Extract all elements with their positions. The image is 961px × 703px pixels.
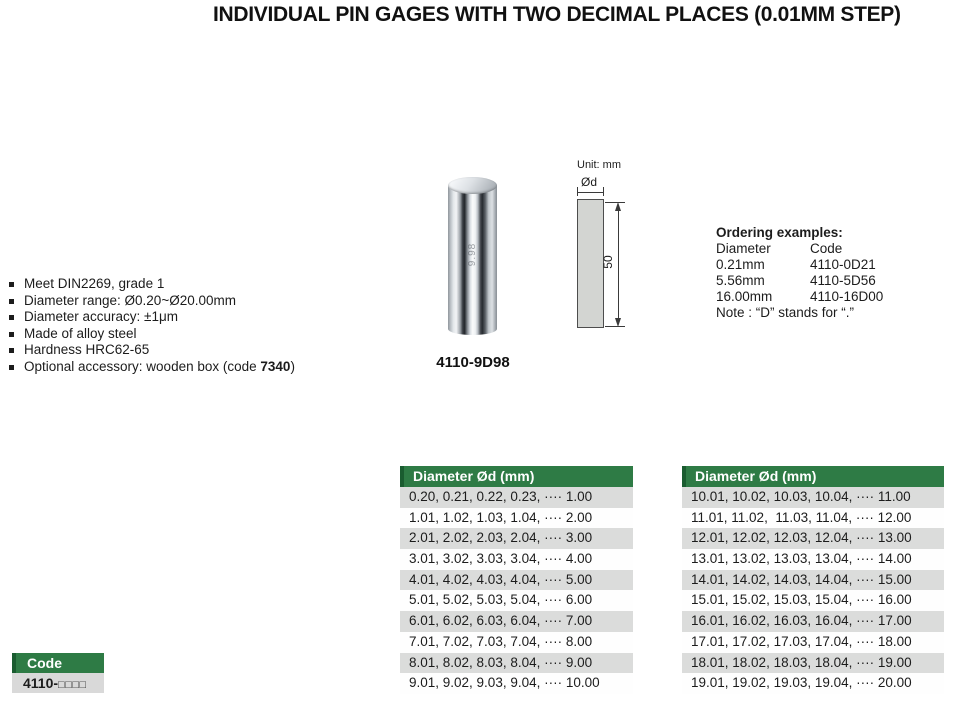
ordering-row xyxy=(716,257,883,273)
length-dim-label: 50 xyxy=(601,255,615,269)
square-bullet-icon xyxy=(9,315,14,320)
ordering-diameter: 0.21mm xyxy=(716,257,765,272)
diameter-table-2 xyxy=(682,466,944,694)
table-row: 3.01, 3.02, 3.03, 3.04, ···· 4.00 xyxy=(400,549,633,570)
square-bullet-icon xyxy=(9,348,14,353)
ordering-row xyxy=(716,273,883,289)
square-bullet-icon xyxy=(9,332,14,337)
pin-gage-photo xyxy=(448,177,497,335)
ordering-column-headers xyxy=(716,241,883,257)
table-row: 6.01, 6.02, 6.03, 6.04, ···· 7.00 xyxy=(400,611,633,632)
square-bullet-icon xyxy=(9,365,14,370)
feature-item xyxy=(9,359,295,376)
page-title: INDIVIDUAL PIN GAGES WITH TWO DECIMAL PLACES (0.01MM STEP) xyxy=(213,3,901,26)
feature-text: Hardness HRC62-65 xyxy=(24,342,150,358)
ordering-code: 4110-5D56 xyxy=(810,273,876,288)
table-row: 11.01, 11.02, 11.03, 11.04, ···· 12.00 xyxy=(682,508,944,529)
code-prefix: 4110- xyxy=(23,675,59,691)
feature-item xyxy=(9,276,295,293)
dim-tick-right xyxy=(603,187,604,196)
table-row: 1.01, 1.02, 1.03, 1.04, ···· 2.00 xyxy=(400,508,633,529)
ordering-code: 4110-0D21 xyxy=(810,257,876,272)
dimension-arrow-down-icon xyxy=(615,318,621,327)
table-row: 4.01, 4.02, 4.03, 4.04, ···· 5.00 xyxy=(400,570,633,591)
table-header: Diameter Ød (mm) xyxy=(682,466,944,487)
square-bullet-icon xyxy=(9,299,14,304)
length-dim-line xyxy=(618,206,619,323)
diameter-dim-label: Ød xyxy=(581,175,598,189)
feature-list xyxy=(9,276,295,376)
code-header: Code xyxy=(12,653,104,673)
code-placeholder-squares: □□□□ xyxy=(58,679,87,691)
feature-text: Diameter range: Ø0.20~Ø20.00mm xyxy=(24,292,236,308)
table-row: 18.01, 18.02, 18.03, 18.04, ···· 19.00 xyxy=(682,653,944,674)
table-row: 12.01, 12.02, 12.03, 12.04, ···· 13.00 xyxy=(682,528,944,549)
square-bullet-icon xyxy=(9,282,14,287)
table-row: 0.20, 0.21, 0.22, 0.23, ···· 1.00 xyxy=(400,487,633,508)
ordering-heading: Ordering examples: xyxy=(716,225,843,240)
table-row: 2.01, 2.02, 2.03, 2.04, ···· 3.00 xyxy=(400,528,633,549)
ordering-note: Note : “D” stands for “.” xyxy=(716,305,855,320)
table-header: Diameter Ød (mm) xyxy=(400,466,633,487)
table-row: 13.01, 13.02, 13.03, 13.04, ···· 14.00 xyxy=(682,549,944,570)
feature-text: Diameter accuracy: ±1μm xyxy=(24,309,178,325)
pin-top-face xyxy=(448,177,497,194)
ordering-diameter: 5.56mm xyxy=(716,273,765,288)
table-row: 14.01, 14.02, 14.03, 14.04, ···· 15.00 xyxy=(682,570,944,591)
feature-text: ) xyxy=(290,358,295,374)
diameter-table-1 xyxy=(400,466,633,694)
table-row: 5.01, 5.02, 5.03, 5.04, ···· 6.00 xyxy=(400,590,633,611)
dimension-arrow-up-icon xyxy=(615,202,621,211)
pin-size-marking: 9.98 xyxy=(467,242,478,267)
table-row: 16.01, 16.02, 16.03, 16.04, ···· 17.00 xyxy=(682,611,944,632)
feature-item xyxy=(9,293,295,310)
table-row: 19.01, 19.02, 19.03, 19.04, ···· 20.00 xyxy=(682,673,944,694)
table-row: 17.01, 17.02, 17.03, 17.04, ···· 18.00 xyxy=(682,632,944,653)
feature-text: Optional accessory: wooden box (code xyxy=(24,358,261,374)
diameter-dim-line xyxy=(577,192,604,193)
ordering-examples xyxy=(716,225,883,321)
pin-outline-drawing xyxy=(577,199,604,328)
ordering-col-diameter: Diameter xyxy=(716,241,771,256)
feature-text: Meet DIN2269, grade 1 xyxy=(24,276,165,291)
ordering-code: 4110-16D00 xyxy=(810,289,884,304)
dim-tick-left xyxy=(577,187,578,196)
table-row: 10.01, 10.02, 10.03, 10.04, ···· 11.00 xyxy=(682,487,944,508)
ordering-col-code: Code xyxy=(810,241,843,256)
table-row: 8.01, 8.02, 8.03, 8.04, ···· 9.00 xyxy=(400,653,633,674)
feature-text: Made of alloy steel xyxy=(24,325,137,341)
unit-label: Unit: mm xyxy=(577,159,621,171)
model-number-label: 4110-9D98 xyxy=(436,354,510,371)
code-box xyxy=(12,653,104,693)
ordering-row xyxy=(716,289,883,305)
feature-item xyxy=(9,309,295,326)
table-row: 15.01, 15.02, 15.03, 15.04, ···· 16.00 xyxy=(682,590,944,611)
feature-item xyxy=(9,326,295,343)
ordering-diameter: 16.00mm xyxy=(716,289,773,304)
code-value xyxy=(12,673,104,693)
table-row: 9.01, 9.02, 9.03, 9.04, ···· 10.00 xyxy=(400,673,633,694)
accessory-code: 7340 xyxy=(260,358,291,374)
table-row: 7.01, 7.02, 7.03, 7.04, ···· 8.00 xyxy=(400,632,633,653)
feature-item xyxy=(9,342,295,359)
